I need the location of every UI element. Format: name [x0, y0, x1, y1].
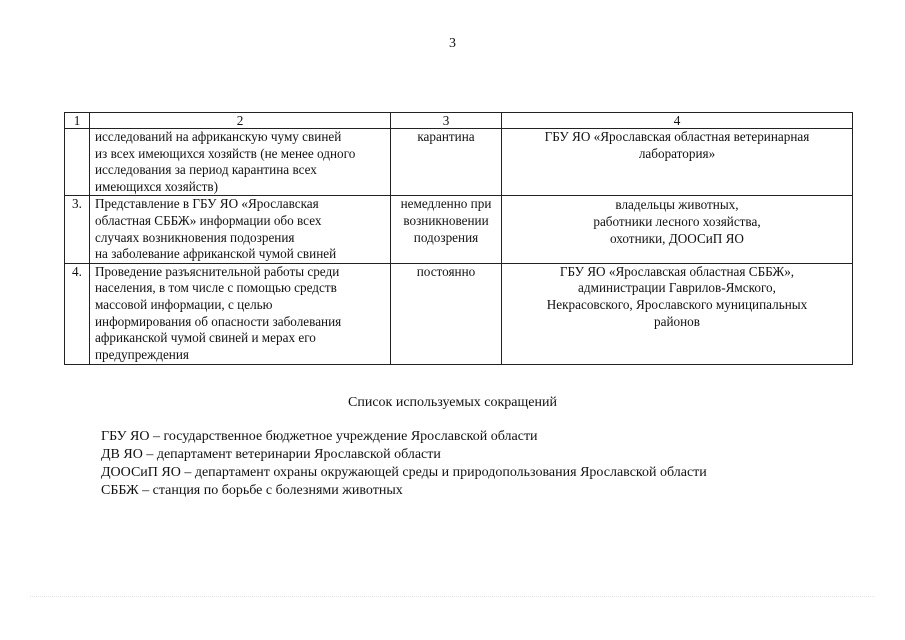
measure-responsible: [502, 196, 853, 263]
term-line: возникновении: [403, 212, 489, 228]
text-line: информирования об опасности заболевания: [95, 313, 342, 329]
abbreviations-title: Список используемых сокращений: [348, 395, 557, 410]
measure-term: [391, 196, 502, 263]
term-line: карантина: [417, 129, 475, 144]
header-col-2: 2: [90, 113, 391, 129]
text-line: Проведение разъяснительной работы среди: [95, 263, 340, 279]
text-line: исследования за период карантина всех: [95, 162, 317, 178]
text-line: массовой информации, с целью: [95, 296, 273, 312]
scan-artifact-divider: [30, 596, 875, 599]
row-number: [65, 129, 90, 196]
table-row: [65, 196, 853, 263]
resp-line: Некрасовского, Ярославского муниципальных: [546, 296, 808, 312]
text-line: из всех имеющихся хозяйств (не менее одного: [95, 145, 356, 161]
text-line: населения, в том числе с помощью средств: [95, 280, 337, 296]
text-line: африканской чумой свиней и мерах его: [95, 330, 316, 346]
text-line: на заболевание африканской чумой свиней: [95, 246, 337, 262]
text-line: Представление в ГБУ ЯО «Ярославская: [95, 196, 319, 212]
measure-term: [391, 263, 502, 364]
table-header-row: [65, 113, 853, 129]
table-row: [65, 129, 853, 196]
abbreviation-item: ДООСиП ЯО – департамент охраны окружающей среды и природопользования Ярославской области: [101, 465, 707, 480]
header-col-4: 4: [502, 113, 853, 129]
term-line: подозрения: [413, 229, 479, 245]
resp-line: ГБУ ЯО «Ярославская областная СББЖ»,: [559, 263, 795, 279]
header-col-1: 1: [65, 113, 90, 129]
page-number: 3: [449, 36, 456, 51]
measure-responsible: [502, 129, 853, 196]
measures-table: [64, 112, 853, 365]
measure-responsible: [502, 263, 853, 364]
abbreviations-list: [101, 428, 707, 500]
row-number: 3.: [65, 196, 90, 263]
text-line: предупреждения: [95, 346, 189, 362]
text-line: случаях возникновения подозрения: [95, 229, 295, 245]
measure-text: [90, 129, 391, 196]
resp-line: администрации Гаврилов-Ямского,: [578, 280, 776, 296]
resp-line: работники лесного хозяйства,: [593, 213, 761, 229]
abbreviation-item: ГБУ ЯО – государственное бюджетное учреждение Ярославской области: [101, 429, 538, 444]
row-number: 4.: [65, 263, 90, 364]
abbreviation-item: СББЖ – станция по борьбе с болезнями животных: [101, 483, 403, 498]
resp-line: ГБУ ЯО «Ярославская областная ветеринарная: [544, 129, 810, 144]
resp-line: охотники, ДООСиП ЯО: [610, 230, 744, 246]
text-line: исследований на африканскую чуму свиней: [95, 129, 342, 144]
resp-line: районов: [654, 313, 700, 329]
measure-text: [90, 196, 391, 263]
term-line: постоянно: [416, 263, 476, 279]
table-row: [65, 263, 853, 364]
header-col-3: 3: [391, 113, 502, 129]
measure-term: [391, 129, 502, 196]
measure-text: [90, 263, 391, 364]
resp-line: владельцы животных,: [615, 197, 739, 213]
resp-line: лаборатория»: [638, 145, 716, 161]
text-line: областная СББЖ» информации обо всех: [95, 212, 322, 228]
abbreviation-item: ДВ ЯО – департамент ветеринарии Ярославской области: [101, 447, 441, 462]
text-line: имеющихся хозяйств): [95, 178, 219, 194]
term-line: немедленно при: [400, 196, 492, 212]
